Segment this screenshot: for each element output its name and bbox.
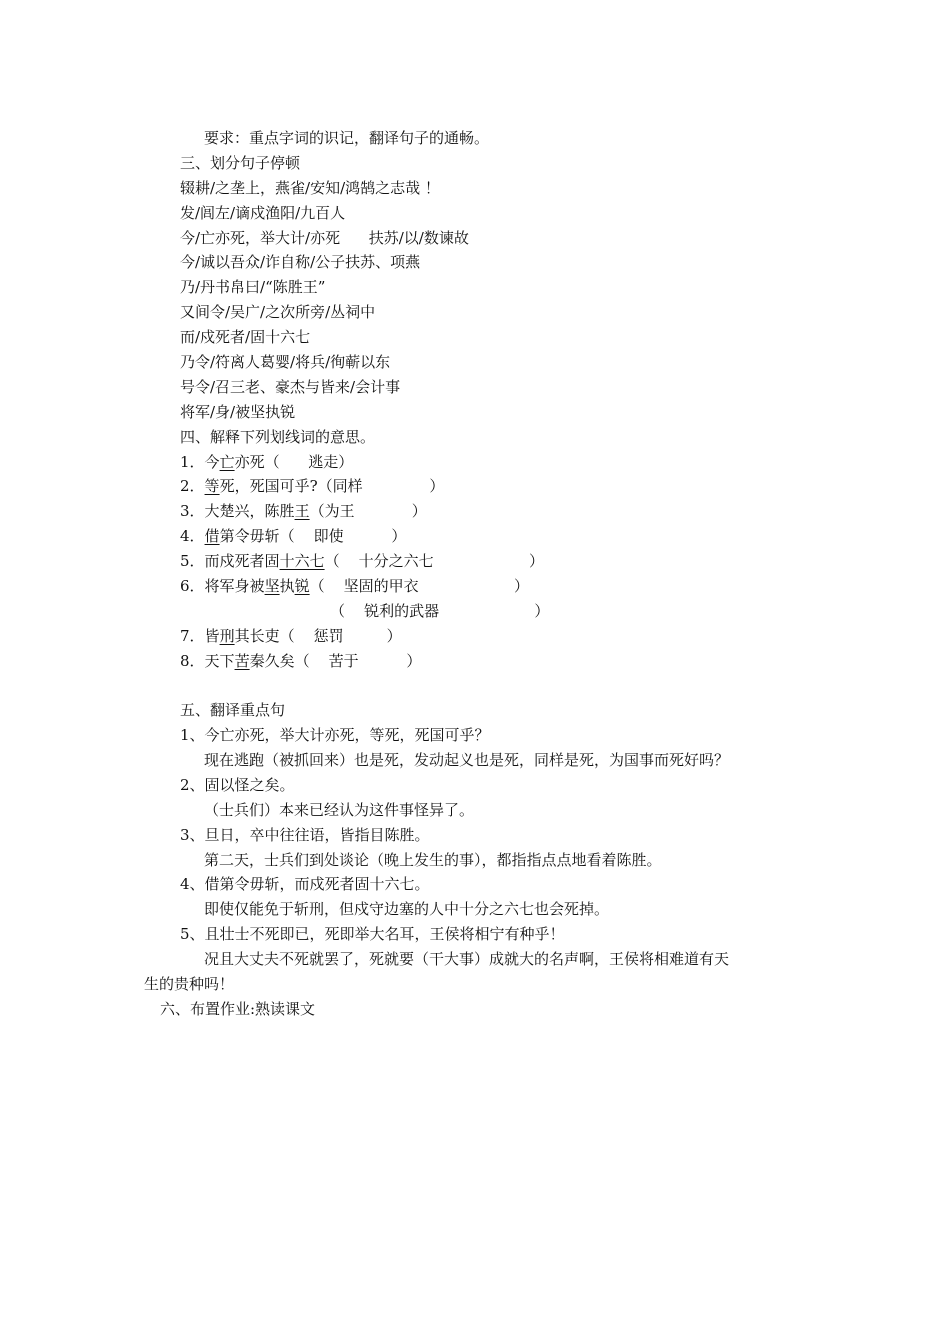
definition-item [180,626,402,646]
underlined-word: 锐 [294,577,310,595]
item-answer: （ 即使 ） [279,527,407,545]
item-text: 大楚兴，陈胜 [204,502,295,520]
item-number: 8． [180,652,205,670]
translation-answer: 现在逃跑（被抓回来）也是死，发动起义也是死，同样是死，为国事而死好吗？ [204,751,730,769]
item-number: 2． [180,477,205,495]
pause-line: 又间令/吴广/之次所旁/丛祠中 [180,303,376,321]
item-answer: （ 逃走） [264,453,354,471]
item-text: 天下 [204,652,235,670]
definition-item [180,651,421,671]
pause-line: 将军/身/被坚执锐 [180,403,296,421]
section-3-heading: 三、划分句子停顿 [180,154,301,172]
underlined-word: 坚 [264,577,280,595]
pause-line: 辍耕/之垄上，燕雀/安知/鸿鹄之志哉 ！ [180,179,440,197]
definition-item-continued [330,601,549,621]
requirement-line: 要求：重点字词的识记，翻译句子的通畅。 [204,129,490,147]
pause-line: 今/诚以吾众/诈自称/公子扶苏、项燕 [180,253,421,271]
translation-question: 2、固以怪之矣。 [180,776,295,794]
definition-item [180,551,544,571]
pause-line: 而/戍死者/固十六七 [180,328,311,346]
item-text: 死，死国可乎? [219,477,318,495]
definition-item [180,501,427,521]
translation-question: 4、借第令毋斩，而戍死者固十六七。 [180,875,430,893]
item-text: 第令毋斩 [219,527,280,545]
item-number: 4． [180,527,205,545]
item-text: 皆 [204,627,220,645]
underlined-word: 苦 [234,652,250,670]
item-answer: （ 十分之六七 ） [324,552,545,570]
definition-item [180,452,353,472]
item-text: 其长吏 [234,627,280,645]
definition-item [180,476,444,496]
pause-line: 号令/召三老、豪杰与皆来/会计事 [180,378,401,396]
item-text: 亦死 [234,453,265,471]
item-number: 5． [180,552,205,570]
underlined-word: 十六七 [279,552,325,570]
translation-answer: （士兵们）本来已经认为这件事怪异了。 [204,801,475,819]
pause-line: 发/闾左/谪戍渔阳/九百人 [180,204,346,222]
translation-answer: 况且大丈夫不死就罢了，死就要（干大事）成就大的名声啊，王侯将相难道有天 [204,950,730,968]
translation-answer: 第二天，士兵们到处谈论（晚上发生的事），都指指点点地看着陈胜。 [204,851,662,869]
underlined-word: 亡 [219,453,235,471]
definition-item [180,526,406,546]
translation-question: 3、旦日，卒中往往语，皆指目陈胜。 [180,826,430,844]
translation-question: 1、今亡亦死，举大计亦死，等死，死国可乎？ [180,726,490,744]
item-number: 7． [180,627,205,645]
underlined-word: 刑 [219,627,235,645]
item-answer: （ 苦于 ） [294,652,422,670]
translation-answer-continued: 生的贵种吗！ [144,975,235,993]
underlined-word: 借 [204,527,220,545]
definition-item [180,576,529,596]
item-answer: （ 惩罚 ） [279,627,402,645]
item-answer: （同样 ） [317,477,445,495]
pause-line: 乃/丹书帛曰/“陈胜王” [180,278,326,296]
item-number: 6． [180,577,205,595]
section-4-heading: 四、解释下列划线词的意思。 [180,428,376,446]
translation-answer: 即使仅能免于斩刑，但戍守边塞的人中十分之六七也会死掉。 [204,900,610,918]
item-text: 将军身被 [204,577,265,595]
pause-line: 乃令/符离人葛婴/将兵/徇蕲以东 [180,353,391,371]
section-5-heading: 五、翻译重点句 [180,701,286,719]
pause-line: 今/亡亦死，举大计/亦死 扶苏/以/数谏故 [180,229,469,247]
translation-question: 5、且壮士不死即已，死即举大名耳，王侯将相宁有种乎！ [180,925,565,943]
section-6-heading: 六、布置作业:熟读课文 [160,1000,316,1018]
item-text: 而戍死者固 [204,552,280,570]
item-number: 3． [180,502,205,520]
item-text: 今 [204,453,220,471]
underlined-word: 王 [294,502,310,520]
item-text: 执 [279,577,295,595]
item-number: 1． [180,453,205,471]
underlined-word: 等 [204,477,220,495]
item-text: 秦久矣 [249,652,295,670]
item-answer: （ 锐利的武器 ） [330,602,550,620]
item-answer: （ 坚固的甲衣 ） [309,577,530,595]
item-answer: （为王 ） [309,502,427,520]
